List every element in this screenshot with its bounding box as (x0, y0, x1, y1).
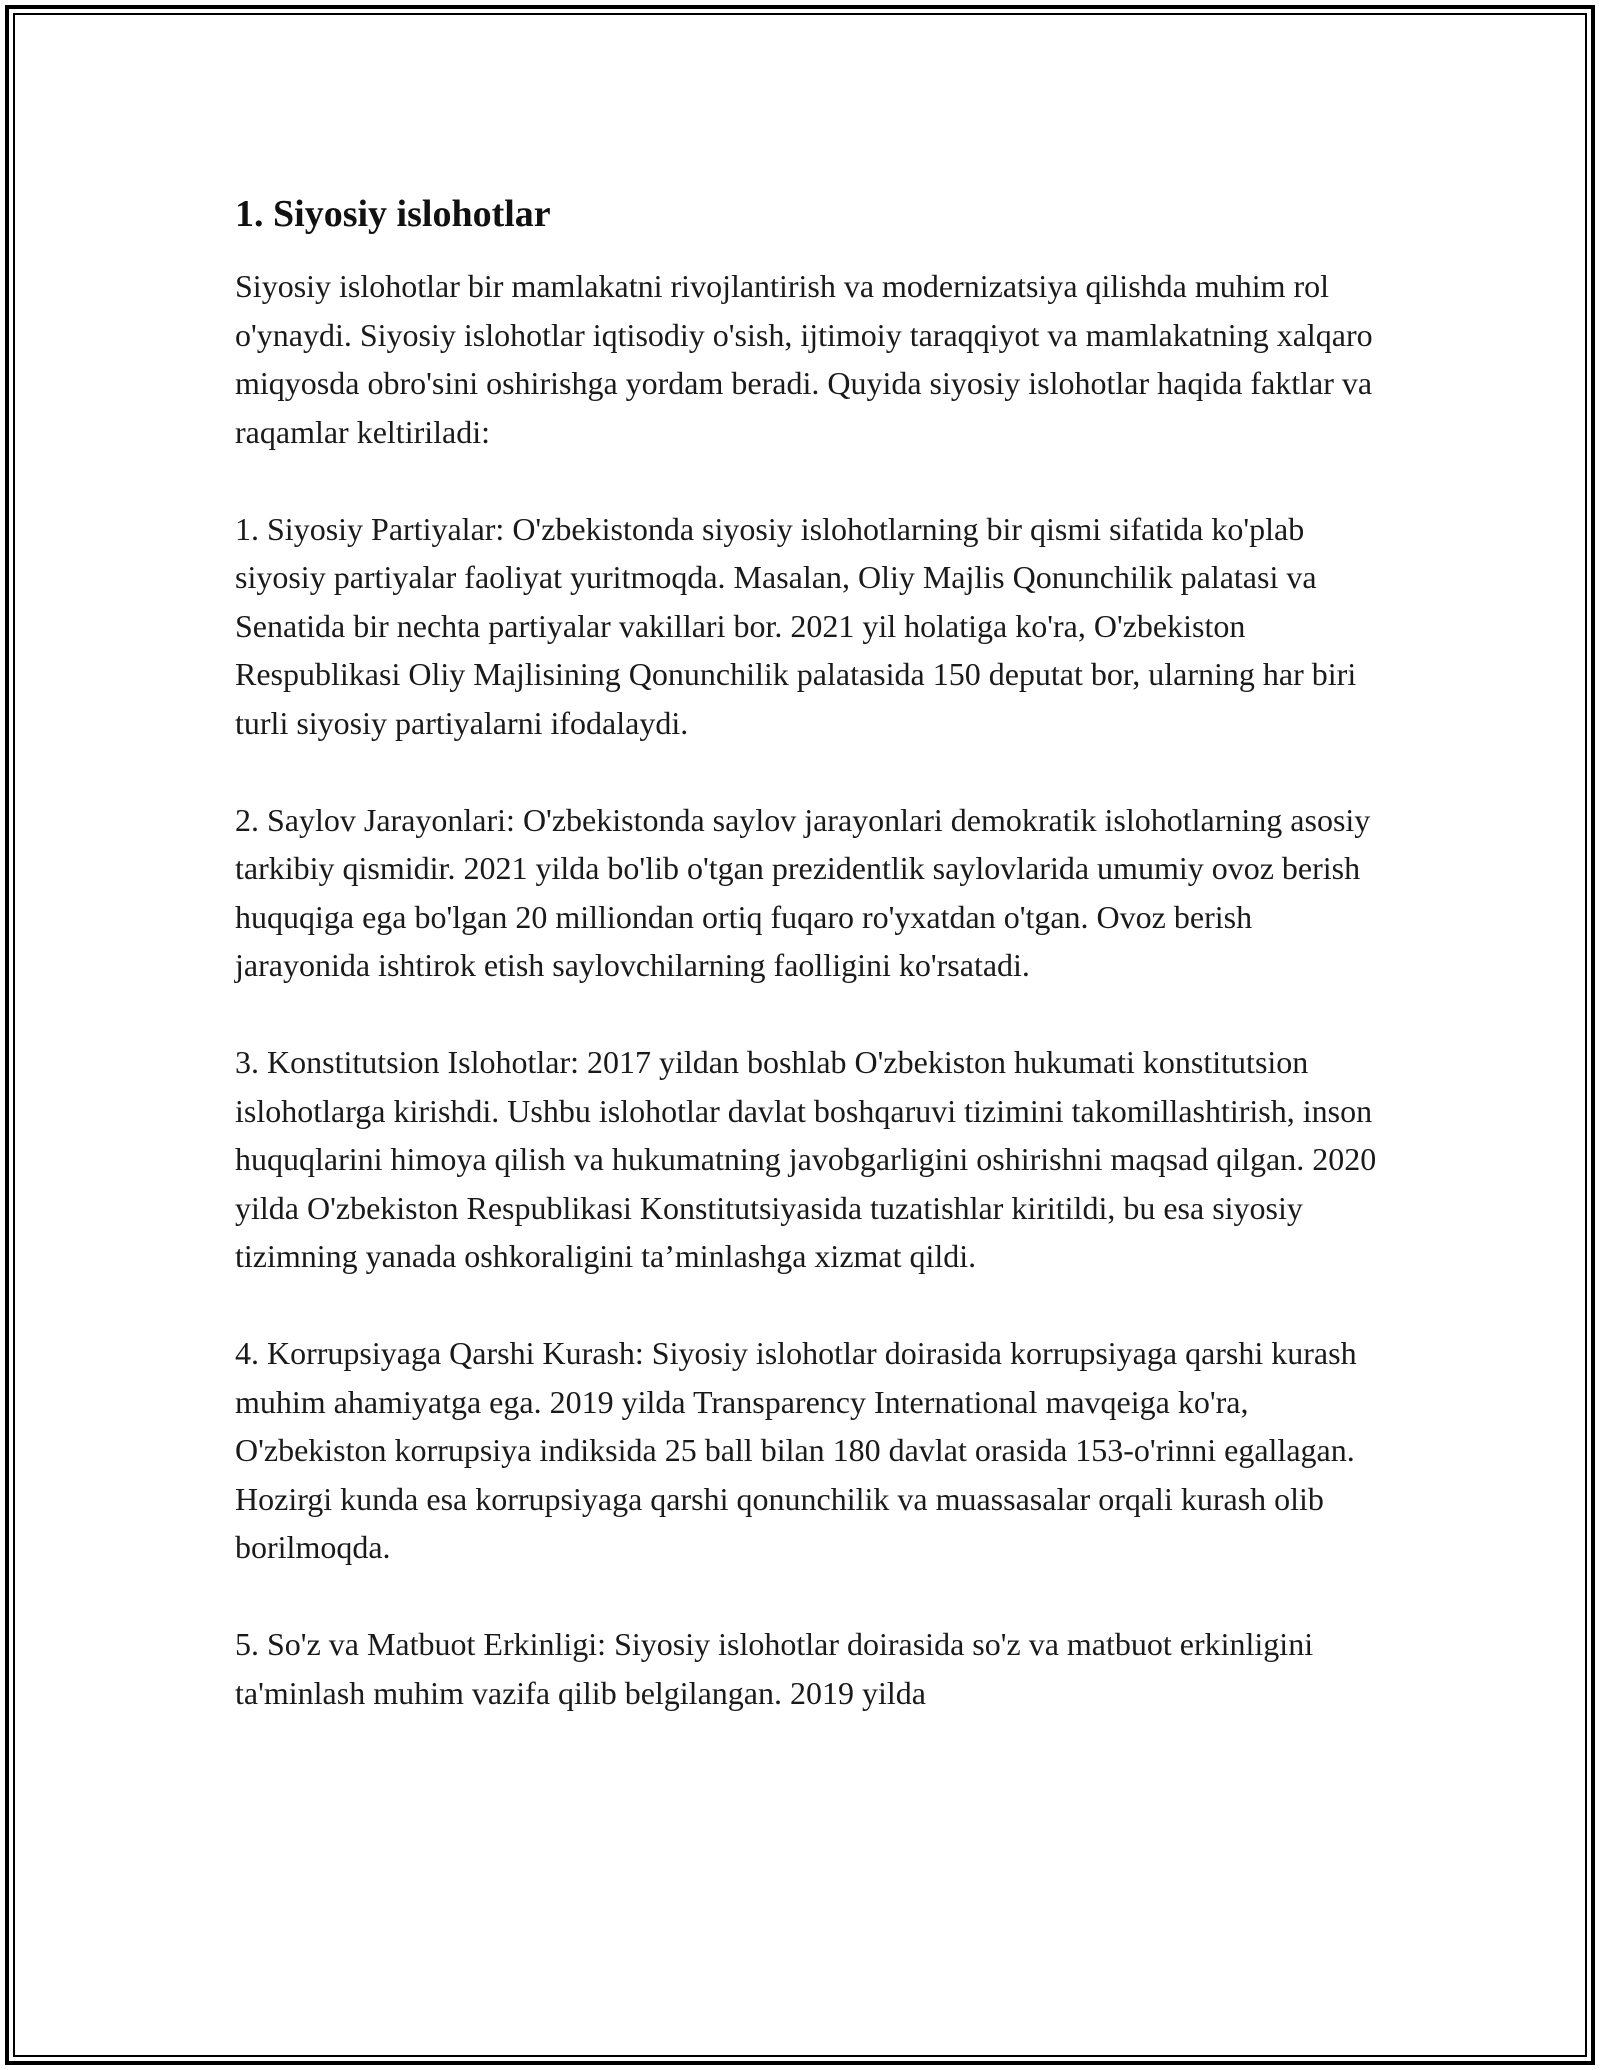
item-political-parties: 1. Siyosiy Partiyalar: O'zbekistonda siyosiy islohotlarning bir qismi sifatida ko'plab siyosiy partiyalar faoliyat yuritmoqda. Masalan, Oliy Majlis Qonunchilik palatasi va Senatida bir nechta partiyalar vakillari bor. 2021 yil holatiga ko'ra, O'zbekiston Respublikasi Oliy Majlisining Qonunchilik palatasida 150 deputat bor, ularning har biri turli siyosiy partiyalarni ifodalaydi. (235, 510, 1357, 741)
item-press-freedom: 5. So'z va Matbuot Erkinligi: Siyosiy islohotlar doirasida so'z va matbuot erkinligini ta'minlash muhim vazifa qilib belgilangan. 2019 yilda (235, 1626, 1314, 1711)
section-heading: 1. Siyosiy islohotlar (235, 193, 551, 235)
item-election-processes: 2. Saylov Jarayonlari: O'zbekistonda saylov jarayonlari demokratik islohotlarning asosiy tarkibiy qismidir. 2021 yilda bo'lib o'tgan prezidentlik saylovlarida umumiy ovoz berish huquqiga ega bo'lgan 20 milliondan ortiq fuqaro ro'yxatdan o'tgan. Ovoz berish jarayonida ishtirok etish saylovchilarning faolligini ko'rsatadi. (235, 801, 1371, 983)
item-constitutional-reforms: 3. Konstitutsion Islohotlar: 2017 yildan boshlab O'zbekiston hukumati konstitutsion islohotlarga kirishdi. Ushbu islohotlar davlat boshqaruvi tizimini takomillashtirish, inson huquqlarini himoya qilish va hukumatning javobgarligini oshirishni maqsad qilgan. 2020 yilda O'zbekiston Respublikasi Konstitutsiyasida tuzatishlar kiritildi, bu esa siyosiy tizimning yanada oshkoraligini ta’minlashga xizmat qildi. (235, 1044, 1377, 1274)
item-anti-corruption: 4. Korrupsiyaga Qarshi Kurash: Siyosiy islohotlar doirasida korrupsiyaga qarshi kurash muhim ahamiyatga ega. 2019 yilda Transparency International mavqeiga ko'ra, O'zbekiston korrupsiya indiksida 25 ball bilan 180 davlat orasida 153-o'rinni egallagan. Hozirgi kunda esa korrupsiyaga qarshi qonunchilik va muassasalar orqali kurash olib borilmoqda. (235, 1335, 1357, 1565)
intro-paragraph: Siyosiy islohotlar bir mamlakatni rivojlantirish va modernizatsiya qilishda muhim rol o'ynaydi. Siyosiy islohotlar iqtisodiy o'sish, ijtimoiy taraqqiyot va mamlakatning xalqaro miqyosda obro'sini oshirishga yordam beradi. Quyida siyosiy islohotlar haqida faktlar va raqamlar keltiriladi: (235, 268, 1373, 450)
document-body (235, 186, 1385, 1766)
